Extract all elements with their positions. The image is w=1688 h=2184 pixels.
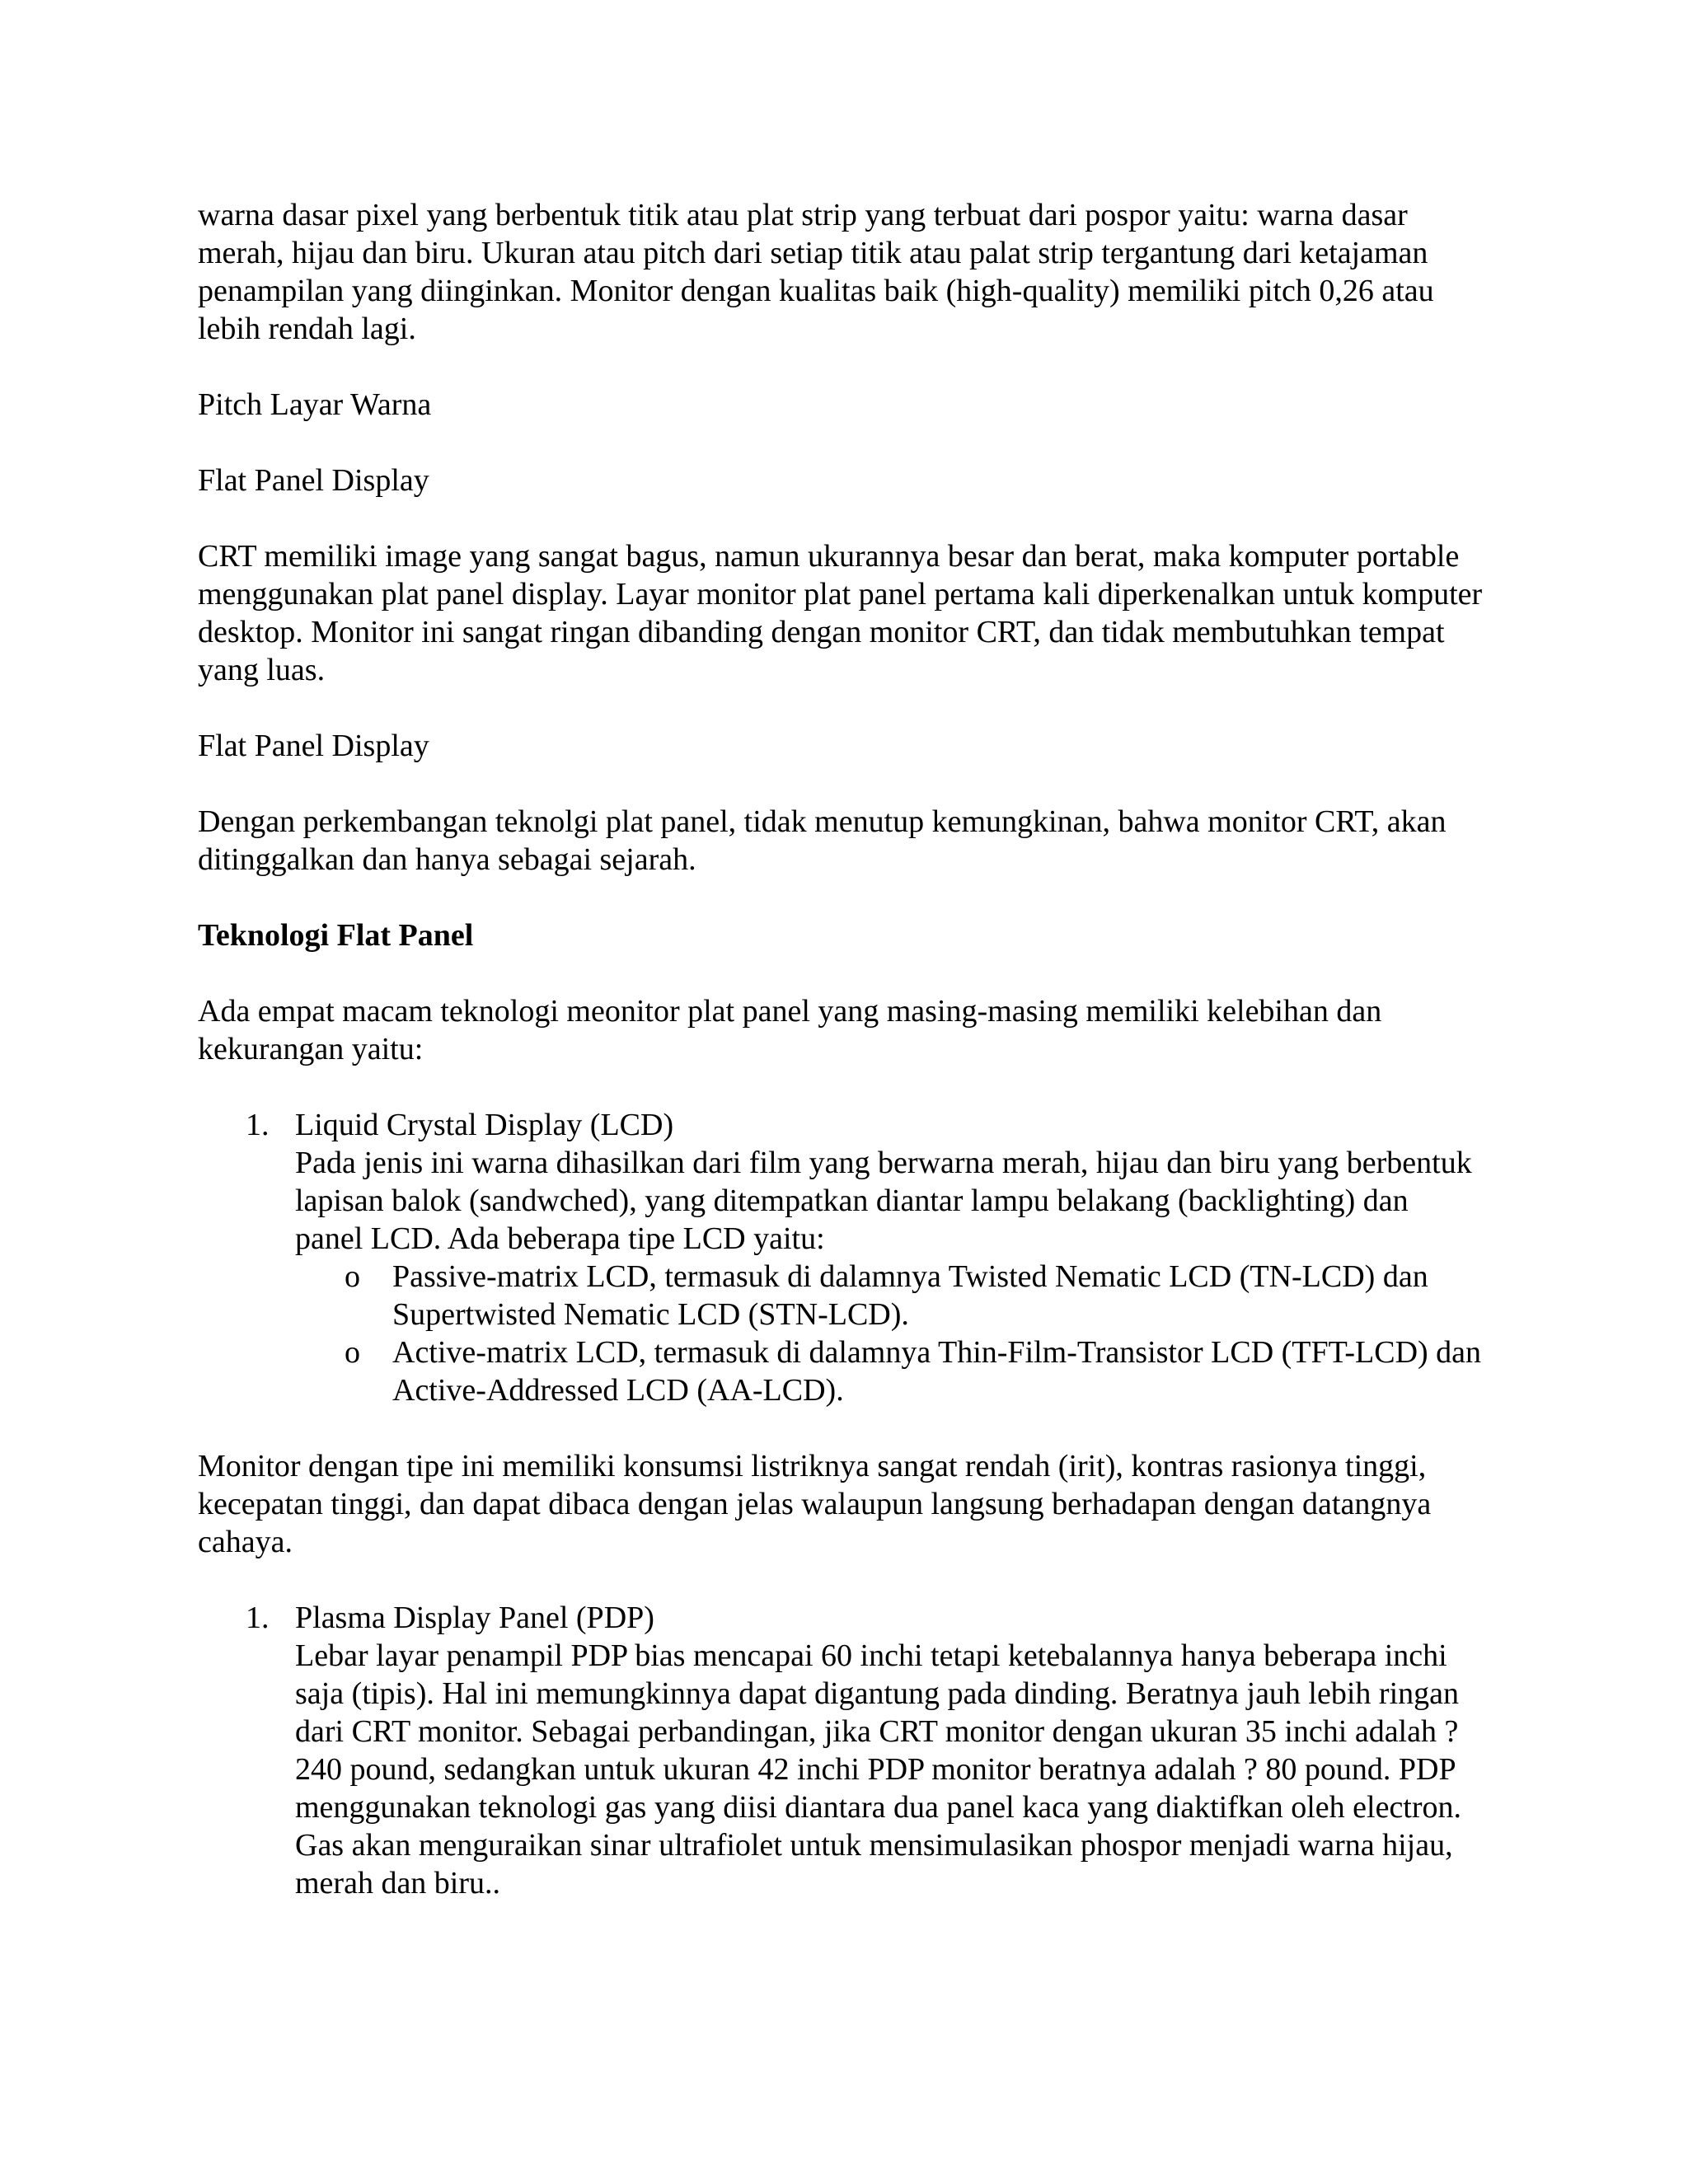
sub-list-item <box>295 1258 1484 1333</box>
list-item-body: Lebar layar penampil PDP bias mencapai 60 inchi tetapi ketebalannya hanya beberapa inchi saja (tipis). Hal ini memungkinnya dapat digantung pada dinding. Beratnya jauh lebih ringan dari CRT monitor. Sebagai perbandingan, jika CRT monitor dengan ukuran 35 inchi adalah ? 240 pound, sedangkan untuk ukuran 42 inchi PDP monitor beratnya adalah ? 80 pound. PDP menggunakan teknologi gas yang diisi diantara dua panel kaca yang diaktifkan oleh electron. Gas akan menguraikan sinar ultrafiolet untuk mensimulasikan phospor menjadi warna hijau, merah dan biru.. <box>295 1638 1462 1900</box>
list-number: 1. <box>246 1601 270 1635</box>
numbered-list-pdp <box>198 1599 1484 1902</box>
sub-list-item <box>295 1333 1484 1409</box>
list-item-lcd <box>198 1106 1484 1409</box>
list-item-title: Plasma Display Panel (PDP) <box>295 1601 654 1635</box>
sub-list-lcd-types <box>295 1258 1484 1409</box>
caption-flat-panel-display-2: Flat Panel Display <box>198 729 429 763</box>
paragraph-pixel-pitch: warna dasar pixel yang berbentuk titik atau plat strip yang terbuat dari pospor yaitu: warna dasar merah, hijau dan biru. Ukuran atau pitch dari setiap titik atau palat strip tergantung dari ketajaman penampilan yang diinginkan. Monitor dengan kualitas baik (high-quality) memiliki pitch 0,26 atau lebih rendah lagi. <box>198 198 1434 346</box>
caption-pitch-layar-warna: Pitch Layar Warna <box>198 387 432 422</box>
caption-flat-panel-display: Flat Panel Display <box>198 463 429 498</box>
paragraph-four-technologies: Ada empat macam teknologi meonitor plat panel yang masing-masing memiliki kelebihan dan kekurangan yaitu: <box>198 994 1382 1066</box>
paragraph-lcd-advantages: Monitor dengan tipe ini memiliki konsumsi listriknya sangat rendah (irit), kontras rasionya tinggi, kecepatan tinggi, dan dapat dibaca dengan jelas walaupun langsung berhadapan dengan datangnya cahaya. <box>198 1449 1432 1559</box>
paragraph-crt-portable: CRT memiliki image yang sangat bagus, namun ukurannya besar dan berat, maka komputer portable menggunakan plat panel display. Layar monitor plat panel pertama kali diperkenalkan untuk komputer desktop. Monitor ini sangat ringan dibanding dengan monitor CRT, dan tidak membutuhkan tempat yang luas. <box>198 539 1483 687</box>
section-heading: Teknologi Flat Panel <box>198 918 474 953</box>
sub-list-item-text: Active-matrix LCD, termasuk di dalamnya Thin-Film-Transistor LCD (TFT-LCD) dan Active-Addressed LCD (AA-LCD). <box>392 1335 1482 1408</box>
hollow-bullet-icon: o <box>345 1335 360 1370</box>
document-body <box>198 196 1484 1940</box>
list-item-pdp <box>198 1599 1484 1902</box>
list-number: 1. <box>246 1108 270 1142</box>
list-item-body: Pada jenis ini warna dihasilkan dari film yang berwarna merah, hijau dan biru yang berbentuk lapisan balok (sandwched), yang ditempatkan diantar lampu belakang (backlighting) dan panel LCD. Ada beberapa tipe LCD yaitu: <box>295 1146 1472 1256</box>
paragraph-crt-history: Dengan perkembangan teknolgi plat panel, tidak menutup kemungkinan, bahwa monitor CRT, akan ditinggalkan dan hanya sebagai sejarah. <box>198 804 1447 877</box>
sub-list-item-text: Passive-matrix LCD, termasuk di dalamnya Twisted Nematic LCD (TN-LCD) dan Supertwisted Nematic LCD (STN-LCD). <box>392 1259 1428 1332</box>
list-item-title: Liquid Crystal Display (LCD) <box>295 1108 674 1142</box>
numbered-list-lcd <box>198 1106 1484 1409</box>
hollow-bullet-icon: o <box>345 1259 360 1294</box>
